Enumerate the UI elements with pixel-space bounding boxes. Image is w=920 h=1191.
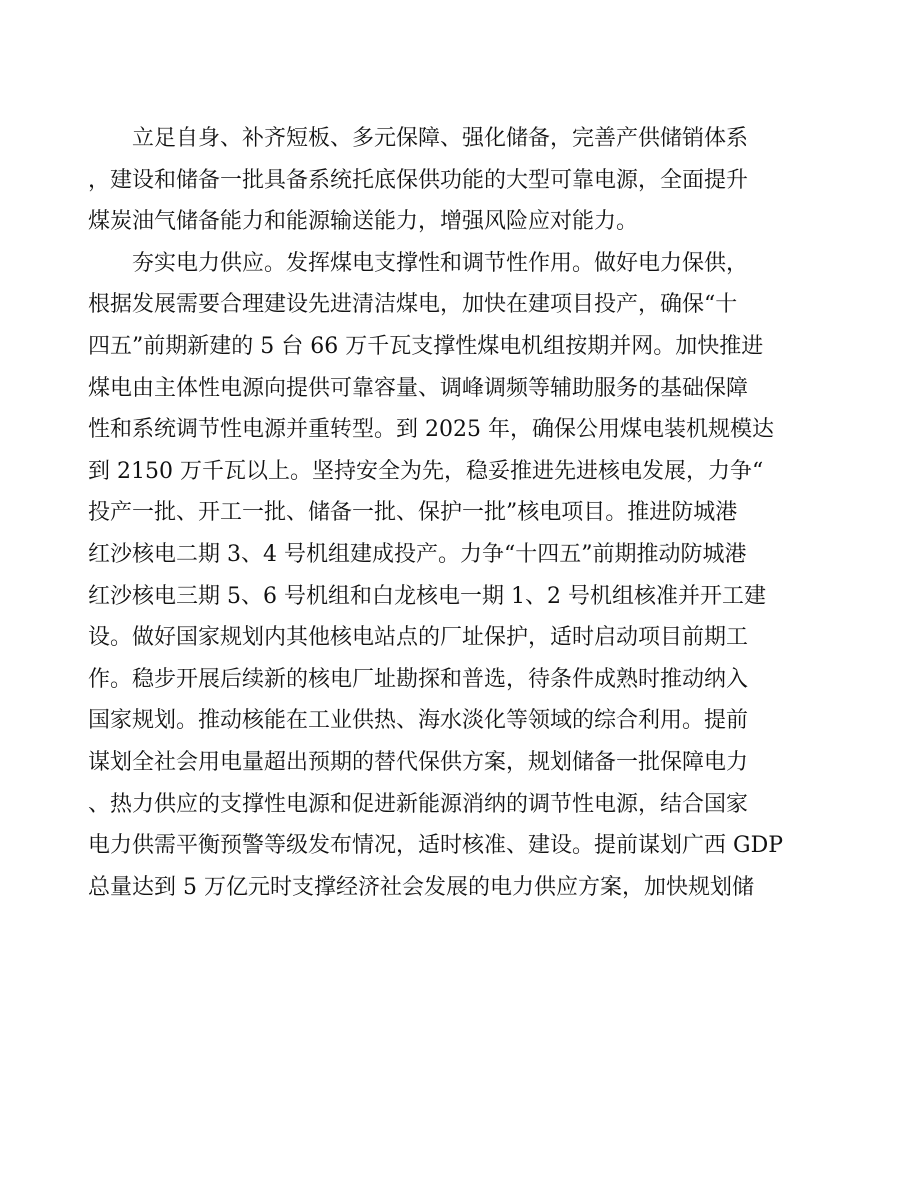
paragraph-line: ，建设和储备一批具备系统托底保供功能的大型可靠电源，全面提升 bbox=[88, 167, 749, 193]
paragraph-line: 谋划全社会用电量超出预期的替代保供方案，规划储备一批保障电力 bbox=[88, 749, 749, 775]
paragraph-line: 国家规划。推动核能在工业供热、海水淡化等领域的综合利用。提前 bbox=[88, 708, 749, 734]
paragraph-2 bbox=[88, 243, 838, 909]
paragraph-line: 作。稳步开展后续新的核电厂址勘探和普选，待条件成熟时推动纳入 bbox=[88, 666, 749, 692]
paragraph-line: 夯实电力供应。发挥煤电支撑性和调节性作用。做好电力保供， bbox=[132, 250, 749, 276]
paragraph-line: 根据发展需要合理建设先进清洁煤电，加快在建项目投产，确保“十 bbox=[88, 292, 738, 318]
paragraph-line: 四五”前期新建的 5 台 66 万千瓦支撑性煤电机组按期并网。加快推进 bbox=[88, 333, 764, 359]
paragraph-line: 立足自身、补齐短板、多元保障、强化储备，完善产供储销体系 bbox=[132, 126, 749, 151]
paragraph-line: 投产一批、开工一批、储备一批、保护一批”核电项目。推进防城港 bbox=[88, 500, 738, 526]
paragraph-1 bbox=[88, 118, 838, 243]
paragraph-line: 煤电由主体性电源向提供可靠容量、调峰调频等辅助服务的基础保障 bbox=[88, 375, 749, 401]
paragraph-line: 、热力供应的支撑性电源和促进新能源消纳的调节性电源，结合国家 bbox=[88, 791, 749, 817]
paragraph-line: 总量达到 5 万亿元时支撑经济社会发展的电力供应方案，加快规划储 bbox=[88, 874, 754, 900]
paragraph-line: 电力供需平衡预警等级发布情况，适时核准、建设。提前谋划广西 GDP bbox=[88, 833, 784, 859]
paragraph-line: 设。做好国家规划内其他核电站点的厂址保护，适时启动项目前期工 bbox=[88, 625, 749, 651]
paragraph-line: 煤炭油气储备能力和能源输送能力，增强风险应对能力。 bbox=[88, 209, 639, 235]
document-body bbox=[88, 118, 838, 908]
paragraph-line: 到 2150 万千瓦以上。坚持安全为先，稳妥推进先进核电发展，力争“ bbox=[88, 458, 764, 484]
paragraph-line: 红沙核电三期 5、6 号机组和白龙核电一期 1、2 号机组核准并开工建 bbox=[88, 583, 766, 609]
paragraph-line: 性和系统调节性电源并重转型。到 2025 年，确保公用煤电装机规模达 bbox=[88, 417, 774, 443]
paragraph-line: 红沙核电二期 3、4 号机组建成投产。力争“十四五”前期推动防城港 bbox=[88, 541, 747, 567]
